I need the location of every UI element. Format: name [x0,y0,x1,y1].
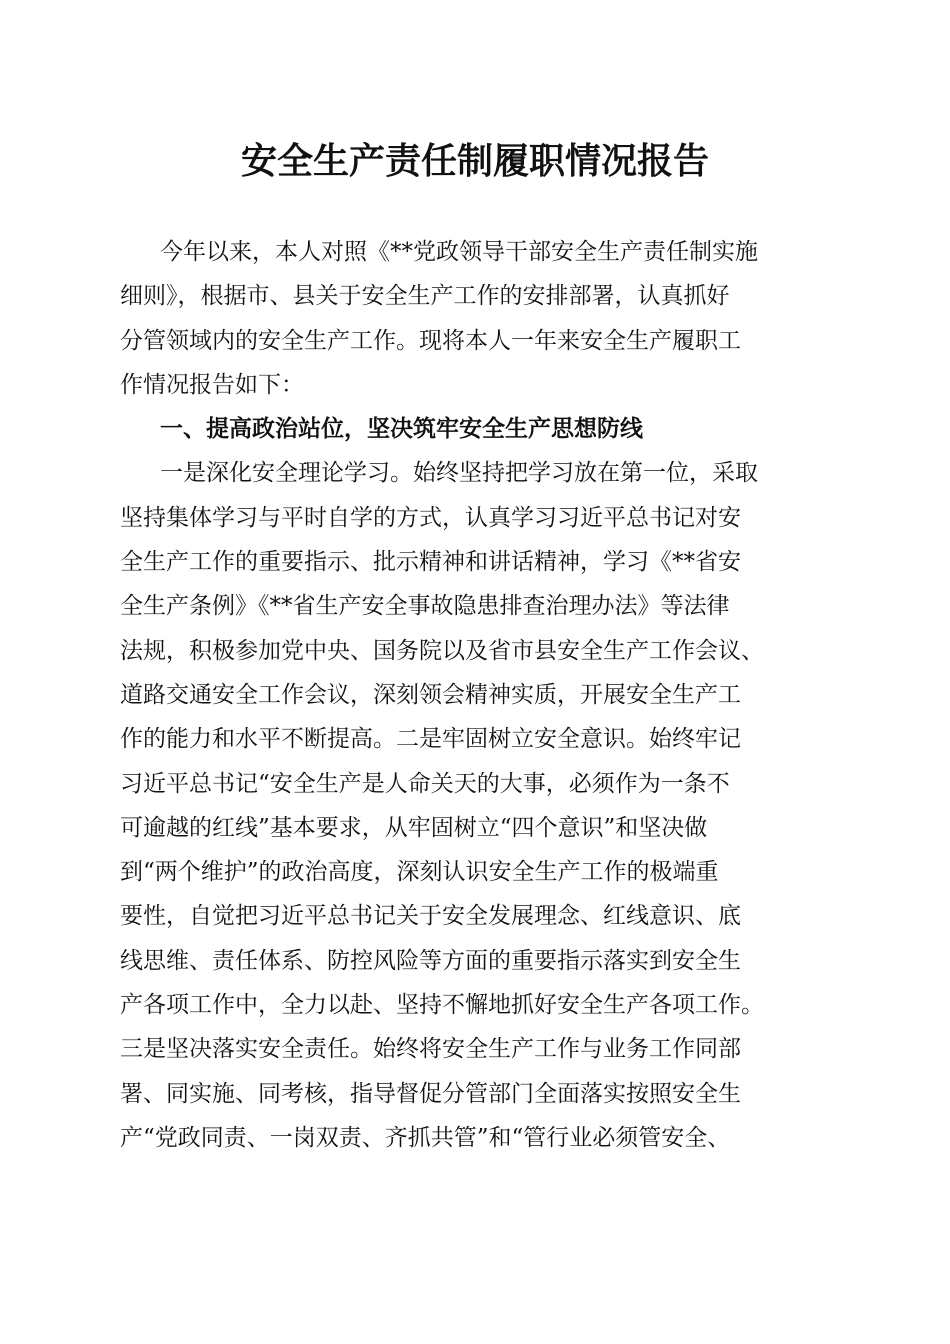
paragraph-line: 作的能力和水平不断提高。二是牢固树立安全意识。始终牢记 [120,726,741,753]
paragraph-line: 法规，积极参加党中央、国务院以及省市县安全生产工作会议、 [120,637,764,664]
paragraph-line: 线思维、责任体系、防控风险等方面的重要指示落实到安全生 [120,947,741,974]
paragraph-line: 作情况报告如下： [120,371,304,398]
paragraph-line: 要性，自觉把习近平总书记关于安全发展理念、红线意识、底 [120,903,741,930]
paragraph-line: 全生产条例》《**省生产安全事故隐患排查治理办法》等法律 [120,593,730,620]
paragraph-line: 道路交通安全工作会议，深刻领会精神实质，开展安全生产工 [120,681,741,708]
paragraph-line: 全生产工作的重要指示、批示精神和讲话精神，学习《**省安 [120,549,741,576]
paragraph-line: 三是坚决落实安全责任。始终将安全生产工作与业务工作同部 [120,1036,741,1063]
paragraph-line: 产“党政同责、一岗双责、齐抓共管”和“管行业必须管安全、 [120,1124,731,1151]
document-title: 安全生产责任制履职情况报告 [240,140,709,182]
paragraph-line: 可逾越的红线”基本要求，从牢固树立“四个意识”和坚决做 [120,814,708,841]
paragraph-line: 习近平总书记“安全生产是人命关天的大事，必须作为一条不 [120,770,730,797]
paragraph-line: 署、同实施、同考核，指导督促分管部门全面落实按照安全生 [120,1080,741,1107]
paragraph-line: 坚持集体学习与平时自学的方式，认真学习习近平总书记对安 [120,504,741,531]
paragraph-line: 一是深化安全理论学习。始终坚持把学习放在第一位，采取 [160,460,758,487]
paragraph-line: 产各项工作中，全力以赴、坚持不懈地抓好安全生产各项工作。 [120,992,764,1019]
paragraph-line: 今年以来，本人对照《**党政领导干部安全生产责任制实施 [160,239,758,265]
paragraph-line: 到“两个维护”的政治高度，深刻认识安全生产工作的极端重 [120,859,719,886]
document-body [120,230,830,1160]
paragraph-line: 分管领域内的安全生产工作。现将本人一年来安全生产履职工 [120,327,741,354]
section-heading: 一、提高政治站位，坚决筑牢安全生产思想防线 [160,416,643,443]
paragraph-line: 细则》，根据市、县关于安全生产工作的安排部署，认真抓好 [120,283,730,310]
